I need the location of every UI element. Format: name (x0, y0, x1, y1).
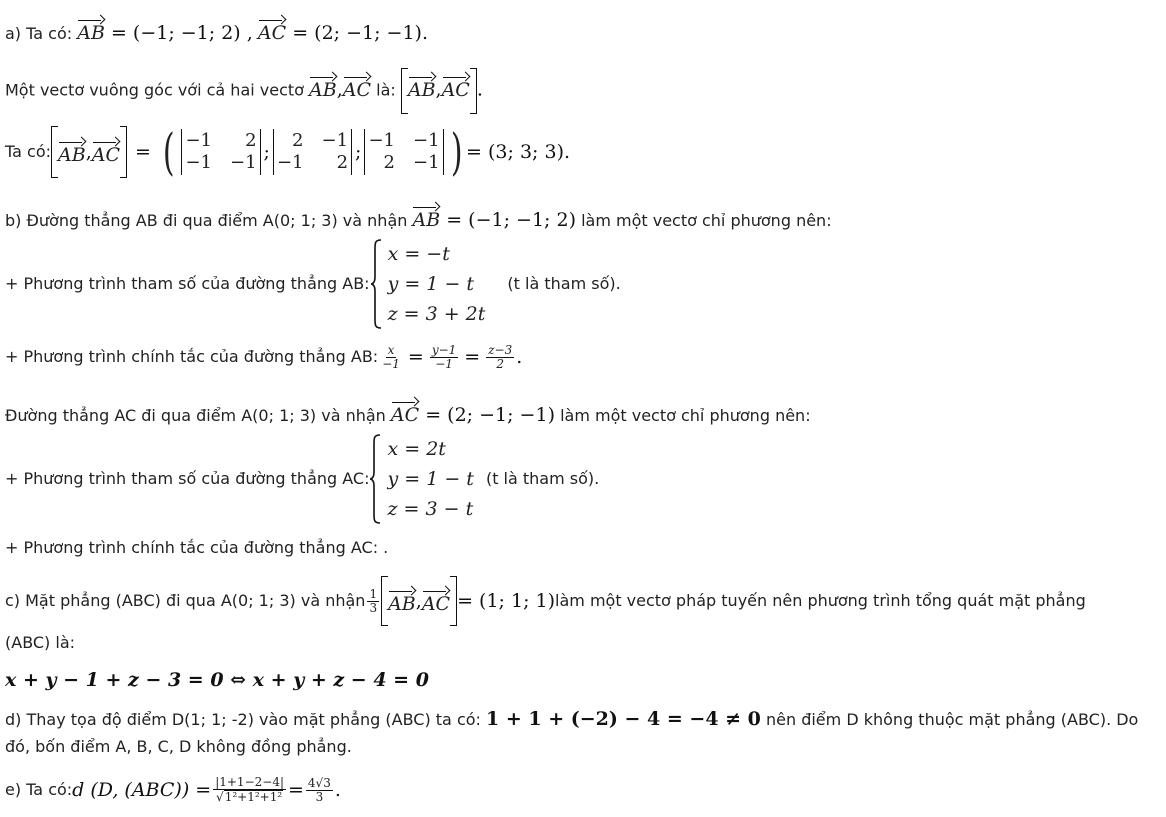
text: làm một vectơ pháp tuyến nên phương trình tổng quát mặt phẳng (555, 591, 1086, 610)
note: (t là tham số). (485, 469, 600, 488)
fraction (486, 344, 514, 371)
part-c-line-2 (5, 633, 75, 653)
vector-ac: AC (422, 589, 450, 613)
fraction (380, 344, 402, 371)
ac-parametric (5, 433, 599, 525)
equation: y = 1 − t (387, 468, 474, 490)
text: nên điểm D không thuộc mặt phẳng (ABC). Do (760, 710, 1139, 729)
ab-canonical (5, 340, 522, 374)
part-a-line-2 (5, 68, 483, 114)
vector-ac: AC (258, 18, 286, 42)
text: đó, bốn điểm A, B, C, D không đồng phẳng. (5, 737, 352, 756)
det-bar (260, 129, 261, 175)
numerator: 1 (369, 586, 378, 601)
math: = (2; −1; −1). (286, 22, 429, 44)
denominator: −1 (435, 356, 453, 371)
equals: = (135, 141, 151, 163)
text: Một vectơ vuông góc với cả hai vectơ (5, 80, 310, 100)
math: = (−1; −1; 2) (440, 209, 576, 231)
det-cell: −1 (368, 130, 395, 151)
denominator: 2 (496, 356, 505, 371)
vector-ac: AC (92, 140, 120, 164)
det-bar (364, 129, 365, 175)
denominator (214, 790, 285, 804)
math: 1 + 1 + (−2) − 4 = −4 ≠ 0 (486, 708, 761, 730)
semicolon: ; (263, 141, 270, 163)
numerator: 4√3 (307, 775, 331, 790)
equals: = (407, 346, 424, 368)
math: = (−1; −1; 2) , (104, 22, 253, 44)
equation: y = 1 − t (387, 273, 475, 295)
denominator: −1 (382, 356, 400, 371)
det-cell: −1 (412, 130, 440, 151)
det-bar (181, 129, 182, 175)
label: + Phương trình tham số của đường thẳng AC: (5, 469, 370, 488)
note: (t là tham số). (507, 274, 621, 293)
comma: , (435, 78, 442, 101)
part-b-line-1 (5, 205, 832, 231)
bracket-left (401, 68, 408, 114)
text: Đường thẳng AC đi qua điểm A(0; 1; 3) và nhận (5, 406, 391, 425)
math: = (3; 3; 3). (466, 141, 571, 163)
system-rows (388, 239, 486, 329)
determinant-1 (185, 131, 256, 173)
equals: = (288, 779, 304, 801)
semicolon: ; (355, 141, 362, 163)
paren-left: ( (162, 123, 175, 181)
comma: , (415, 590, 422, 612)
denominator: 3 (369, 600, 378, 615)
math: = (1; 1; 1) (457, 590, 556, 612)
part-b-ac-line (5, 400, 811, 426)
vector-ab: AB (58, 140, 86, 164)
text: c) Mặt phẳng (ABC) đi qua A(0; 1; 3) và nhận (5, 591, 366, 610)
equation: z = 3 − t (387, 498, 474, 520)
sqrt-icon: √ (216, 790, 224, 804)
bracket-left (51, 126, 58, 178)
text: là: (371, 80, 401, 100)
fraction (367, 588, 379, 615)
text: Ta có: (5, 142, 51, 161)
text: e) Ta có: (5, 780, 73, 799)
system-rows (387, 434, 473, 524)
period: . (516, 346, 523, 368)
label: + Phương trình chính tắc của đường thẳng AC: . (5, 538, 389, 557)
vector-ac: AC (391, 400, 419, 424)
bracket-right (450, 576, 457, 626)
part-d-line-2 (5, 737, 352, 757)
radicand: 1²+1²+1² (224, 790, 283, 804)
det-cell: −1 (321, 130, 349, 151)
brace-icon (369, 434, 381, 524)
text: làm một vectơ chỉ phương nên: (554, 406, 811, 425)
det-cell: −1 (229, 152, 257, 173)
equals: = (464, 346, 481, 368)
det-cell: 2 (245, 130, 257, 151)
fraction (430, 344, 458, 371)
det-cell: −1 (185, 130, 212, 151)
equation: z = 3 + 2t (387, 303, 486, 325)
ac-canonical (5, 538, 388, 558)
part-e-line (5, 768, 341, 812)
vector-ab: AB (408, 75, 436, 99)
text: a) Ta có: (5, 24, 78, 43)
numerator: z−3 (488, 342, 513, 357)
det-cell: −1 (185, 152, 212, 173)
numerator: |1+1−2−4| (215, 775, 284, 789)
text: b) Đường thẳng AB đi qua điểm A(0; 1; 3) và nhận (5, 211, 413, 230)
plane-equation: x + y − 1 + z − 3 = 0 ⇔ x + y + z − 4 = 0 (5, 669, 429, 691)
det-cell: 2 (292, 130, 304, 151)
ab-parametric (5, 238, 621, 330)
part-d-line-1 (5, 709, 1138, 730)
part-c-line-1 (5, 576, 1086, 626)
comma: , (85, 141, 92, 163)
text: (ABC) là: (5, 633, 76, 652)
det-bar (443, 129, 444, 175)
vector-ab: AB (388, 589, 416, 613)
part-a-line-3 (5, 124, 570, 180)
numerator: x (387, 342, 395, 357)
fraction (306, 777, 333, 804)
math: = (2; −1; −1) (419, 404, 555, 426)
part-a-line-1 (5, 18, 428, 44)
det-bar (351, 129, 352, 175)
determinant-2 (277, 131, 348, 173)
period: . (334, 779, 341, 801)
denominator: 3 (315, 789, 324, 804)
vector-ac: AC (343, 75, 371, 99)
part-c-line-3 (5, 670, 429, 691)
determinant-3 (368, 131, 439, 173)
text: làm một vectơ chỉ phương nên: (575, 211, 832, 230)
det-cell: −1 (412, 152, 440, 173)
vector-ab: AB (77, 18, 105, 42)
equation: x = −t (387, 243, 450, 265)
comma: , (336, 78, 343, 101)
math: d (D, (ABC)) = (72, 779, 212, 801)
label: + Phương trình chính tắc của đường thẳng AB: (5, 347, 379, 366)
equation: x = 2t (387, 438, 446, 460)
vector-ab: AB (412, 205, 440, 229)
vector-ac: AC (442, 75, 470, 99)
det-bar (273, 129, 274, 175)
text: d) Thay tọa độ điểm D(1; 1; -2) vào mặt phẳng (ABC) ta có: (5, 710, 487, 729)
brace-icon (370, 239, 382, 329)
equation-system (370, 239, 486, 329)
period: . (476, 78, 483, 101)
det-cell: −1 (276, 152, 304, 173)
numerator: y−1 (431, 342, 457, 357)
paren-right: ) (450, 123, 463, 181)
bracket-right (470, 68, 477, 114)
label: + Phương trình tham số của đường thẳng AB: (5, 274, 370, 293)
vector-ab: AB (309, 75, 337, 99)
det-cell: 2 (383, 152, 395, 173)
equation-system (369, 434, 473, 524)
fraction (213, 776, 286, 804)
det-cell: 2 (336, 152, 349, 173)
bracket-right (120, 126, 127, 178)
